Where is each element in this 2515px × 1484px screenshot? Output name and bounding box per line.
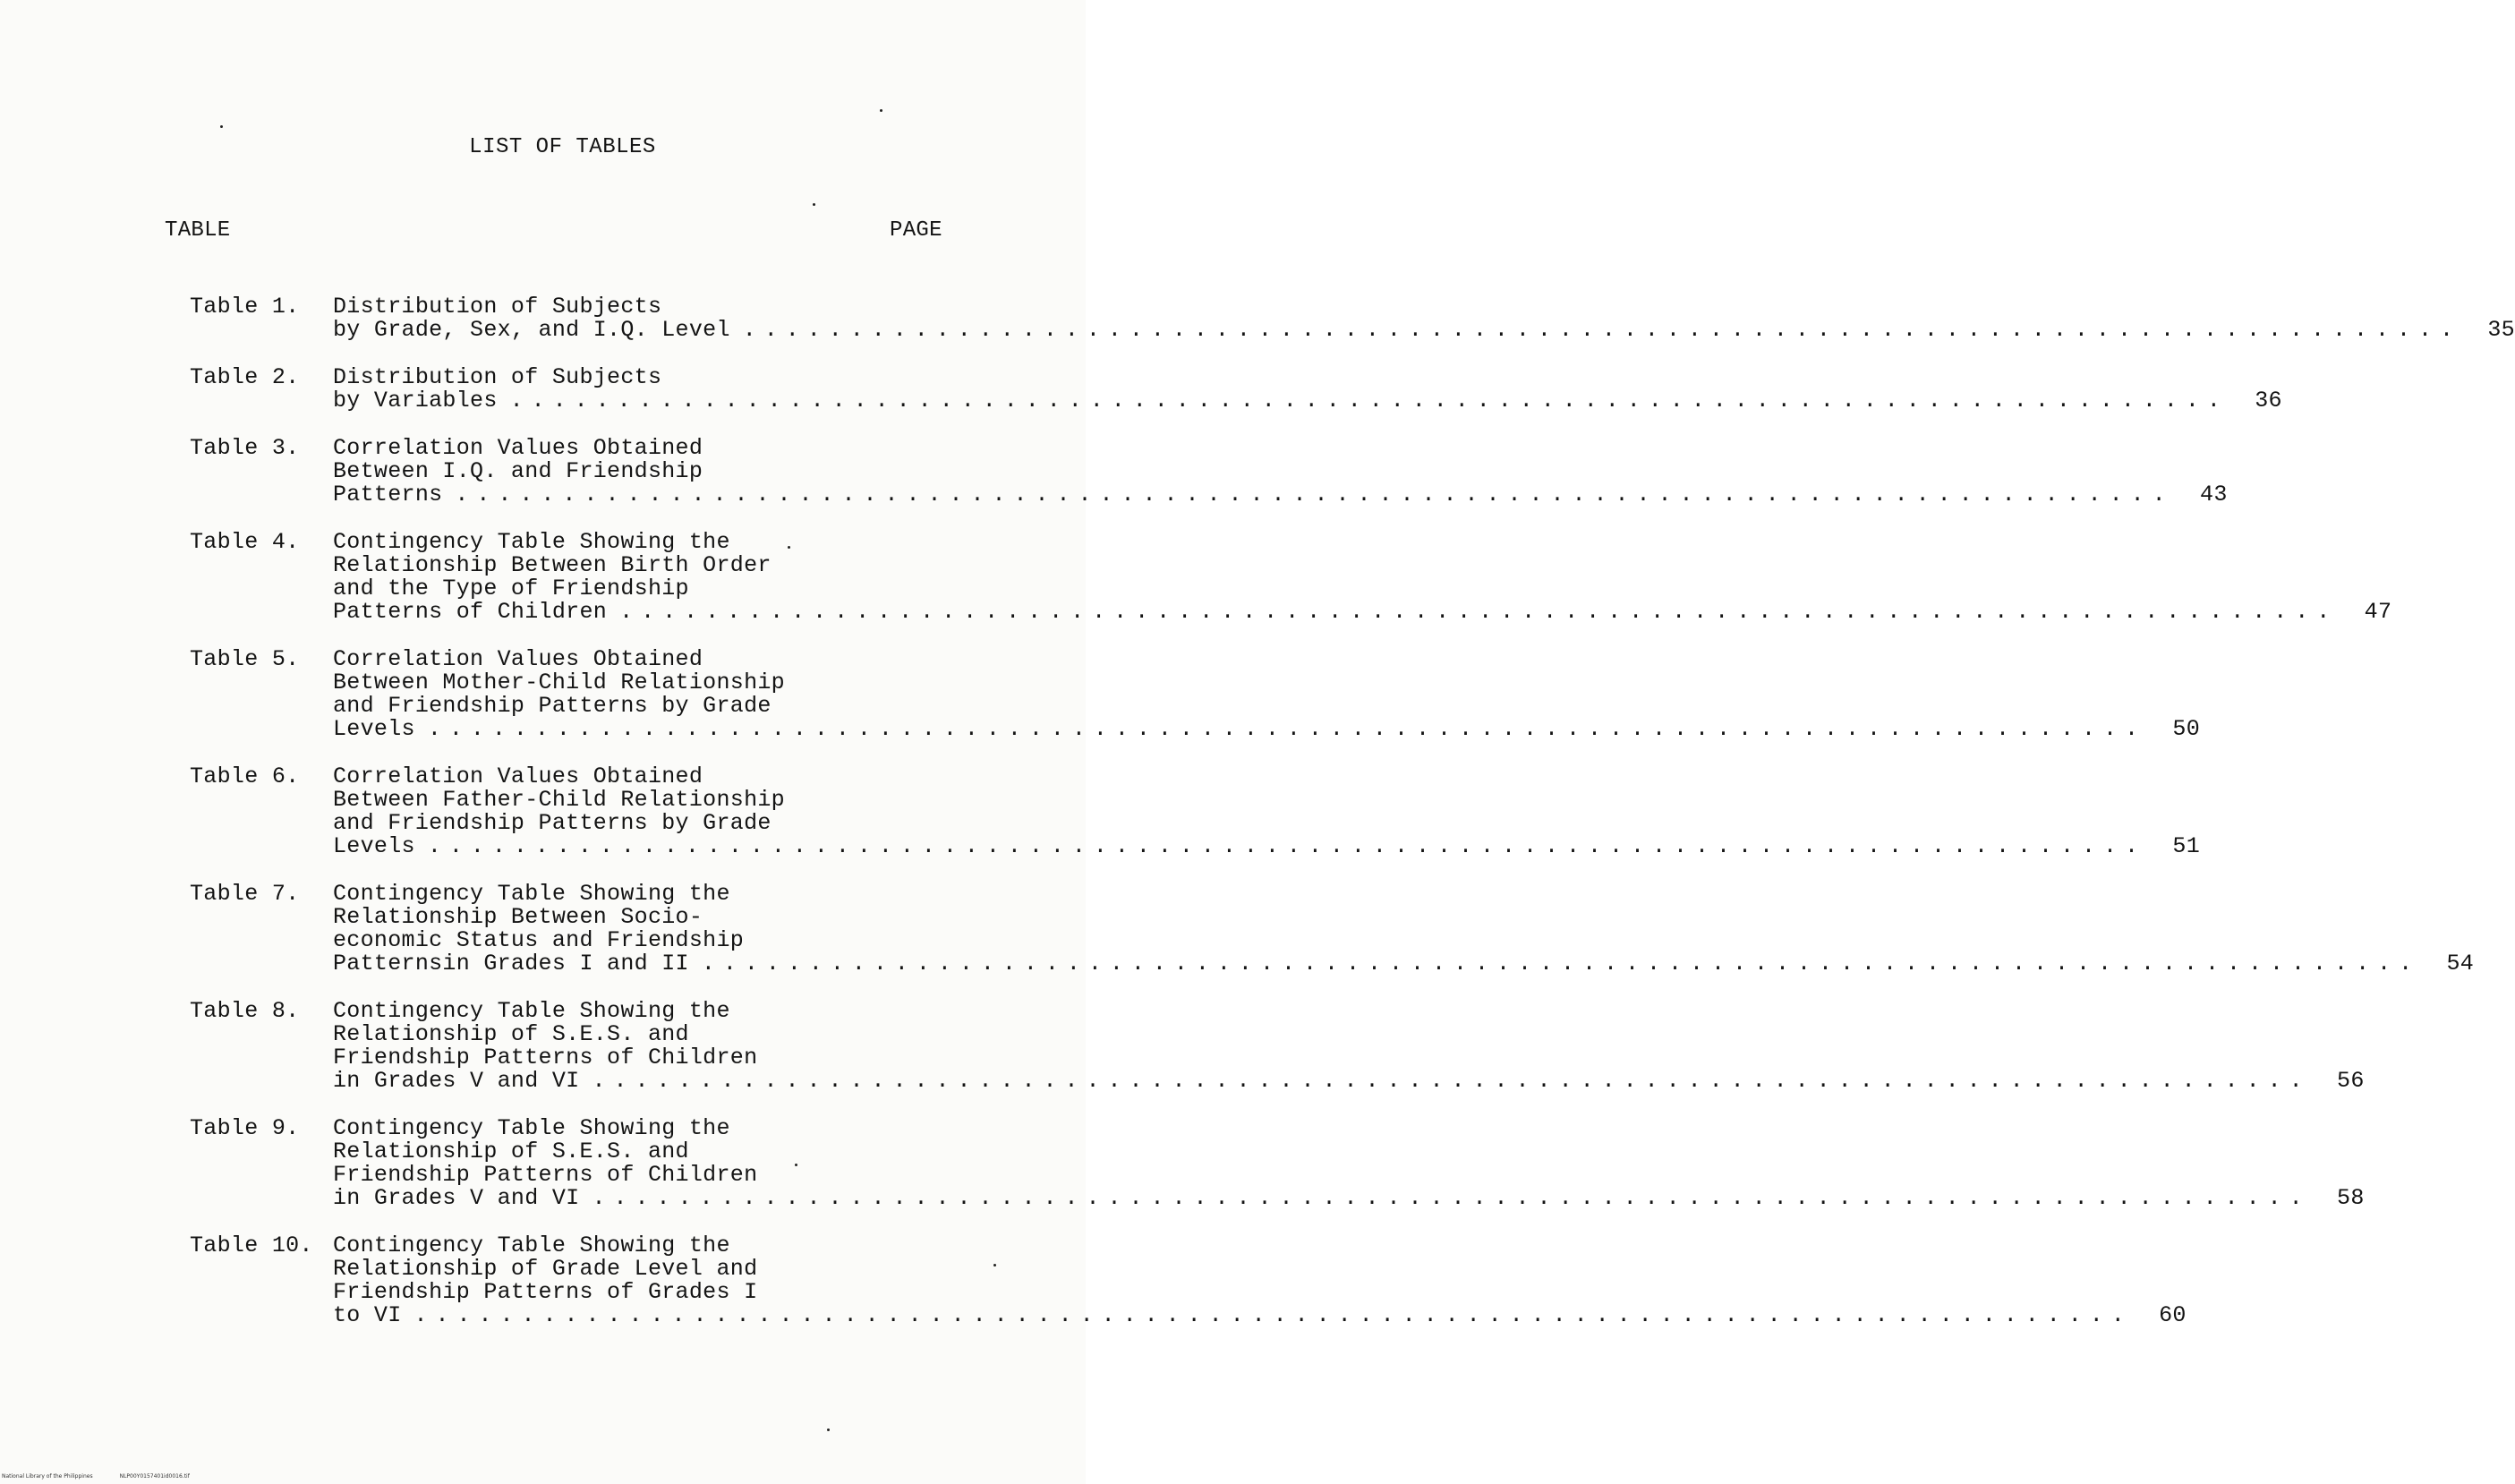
caption-line: Contingency Table Showing the xyxy=(333,1232,730,1258)
dot-leader: ................................................................................ xyxy=(509,388,2229,414)
table-entry xyxy=(190,294,2515,343)
caption-line: Correlation Values Obtained xyxy=(333,763,703,789)
footer-file-code: NLP00Y0157401id0016.tif xyxy=(119,1473,190,1480)
table-entry-label: Table 2. xyxy=(190,364,300,390)
caption-last-line xyxy=(333,835,2200,858)
scan-speck xyxy=(880,109,882,112)
caption-last-line xyxy=(333,718,2200,741)
caption-line: Relationship of S.E.S. and xyxy=(333,1021,689,1047)
table-entry xyxy=(190,1232,2187,1328)
scan-speck xyxy=(220,125,223,128)
dot-leader: ................................................................................ xyxy=(592,1185,2311,1211)
scan-speck xyxy=(813,203,815,206)
caption-last-line xyxy=(333,389,2282,413)
scan-footer xyxy=(2,1473,190,1480)
caption-line: Correlation Values Obtained xyxy=(333,646,703,672)
page-column-header: PAGE xyxy=(890,218,942,243)
caption-line: in Grades V and VI xyxy=(333,1068,580,1094)
caption-line: Patterns of Children xyxy=(333,599,608,625)
caption-line: Patterns xyxy=(333,482,443,507)
caption-last-line xyxy=(333,319,2515,342)
table-entry-caption xyxy=(333,295,2515,342)
page-number: 50 xyxy=(2172,716,2201,742)
table-entry-label: Table 6. xyxy=(190,763,300,789)
table-entry xyxy=(190,529,2392,625)
caption-last-line xyxy=(333,1304,2187,1327)
caption-last-line xyxy=(333,952,2474,976)
caption-line: Friendship Patterns of Children xyxy=(333,1162,758,1188)
table-entry-label: Table 5. xyxy=(190,646,300,672)
caption-line: by Variables xyxy=(333,388,498,414)
dot-leader: ................................................................................ xyxy=(619,599,2339,625)
page-number: 47 xyxy=(2364,599,2392,625)
table-entry-caption xyxy=(333,1234,2187,1327)
dot-leader: ................................................................................ xyxy=(701,951,2421,977)
table-entry xyxy=(190,763,2201,859)
scan-speck xyxy=(827,1429,830,1431)
dot-leader: ................................................................................ xyxy=(413,1302,2133,1328)
table-entry-label: Table 8. xyxy=(190,998,300,1024)
caption-last-line xyxy=(333,1187,2365,1210)
caption-line: Between Father-Child Relationship xyxy=(333,787,785,813)
scan-speck xyxy=(795,1164,797,1166)
table-entry xyxy=(190,435,2228,507)
table-entry-label: Table 4. xyxy=(190,529,300,555)
table-entry-label: Table 7. xyxy=(190,881,300,907)
page-number: 60 xyxy=(2159,1302,2187,1328)
page-number: 54 xyxy=(2446,951,2475,977)
caption-line: Correlation Values Obtained xyxy=(333,435,703,461)
page-number: 35 xyxy=(2487,317,2515,343)
table-entry-caption xyxy=(333,648,2200,741)
caption-line: and Friendship Patterns by Grade xyxy=(333,810,772,836)
caption-line: economic Status and Friendship xyxy=(333,927,745,953)
dot-leader: ................................................................................ xyxy=(455,482,2174,507)
table-entry-caption xyxy=(333,437,2228,507)
caption-line: Distribution of Subjects xyxy=(333,364,662,390)
caption-line: by Grade, Sex, and I.Q. Level xyxy=(333,317,730,343)
table-column-header: TABLE xyxy=(165,218,231,243)
caption-line: Relationship Between Socio- xyxy=(333,904,703,930)
table-entry-label: Table 3. xyxy=(190,435,300,461)
table-entry-caption xyxy=(333,1117,2365,1210)
dot-leader: ................................................................................ xyxy=(427,833,2147,859)
dot-leader: ................................................................................ xyxy=(592,1068,2311,1094)
table-entry xyxy=(190,1115,2365,1211)
caption-line: and the Type of Friendship xyxy=(333,576,689,601)
caption-last-line xyxy=(333,483,2228,507)
table-entry-label: Table 1. xyxy=(190,294,300,320)
table-entry xyxy=(190,646,2201,742)
caption-line: in Grades V and VI xyxy=(333,1185,580,1211)
caption-line: Relationship of Grade Level and xyxy=(333,1256,758,1282)
caption-line: Patternsin Grades I and II xyxy=(333,951,689,977)
table-entry xyxy=(190,881,2475,977)
scan-speck xyxy=(788,546,790,549)
caption-line: and Friendship Patterns by Grade xyxy=(333,693,772,719)
caption-line: Distribution of Subjects xyxy=(333,294,662,320)
page-number: 51 xyxy=(2172,833,2201,859)
caption-last-line xyxy=(333,1070,2365,1093)
table-of-tables-list xyxy=(190,294,2515,1352)
caption-line: Between I.Q. and Friendship xyxy=(333,458,703,484)
table-entry-caption xyxy=(333,531,2391,624)
dot-leader: ................................................................................ xyxy=(742,317,2461,343)
caption-line: Contingency Table Showing the xyxy=(333,998,730,1024)
page-title: LIST OF TABLES xyxy=(469,135,656,159)
page-number: 56 xyxy=(2337,1068,2365,1094)
scan-speck xyxy=(993,1264,996,1267)
caption-line: to VI xyxy=(333,1302,402,1328)
caption-line: Levels xyxy=(333,716,415,742)
table-entry-caption xyxy=(333,883,2474,976)
caption-line: Between Mother-Child Relationship xyxy=(333,670,785,695)
page-number: 43 xyxy=(2200,482,2228,507)
caption-line: Relationship of S.E.S. and xyxy=(333,1139,689,1164)
dot-leader: ................................................................................ xyxy=(427,716,2147,742)
caption-last-line xyxy=(333,601,2391,624)
caption-line: Friendship Patterns of Children xyxy=(333,1045,758,1070)
caption-line: Friendship Patterns of Grades I xyxy=(333,1279,758,1305)
caption-line: Contingency Table Showing the xyxy=(333,881,730,907)
table-entry-caption xyxy=(333,765,2200,858)
table-entry xyxy=(190,364,2282,414)
table-entry-caption xyxy=(333,366,2282,413)
table-entry-label: Table 9. xyxy=(190,1115,300,1141)
page-number: 36 xyxy=(2255,388,2282,414)
caption-line: Relationship Between Birth Order xyxy=(333,552,772,578)
caption-line: Contingency Table Showing the xyxy=(333,1115,730,1141)
table-entry xyxy=(190,998,2365,1094)
caption-line: Levels xyxy=(333,833,415,859)
caption-line: Contingency Table Showing the xyxy=(333,529,730,555)
table-entry-caption xyxy=(333,1000,2365,1093)
table-entry-label: Table 10. xyxy=(190,1232,313,1258)
footer-library-name: National Library of the Philippines xyxy=(2,1473,93,1480)
page-number: 58 xyxy=(2337,1185,2365,1211)
